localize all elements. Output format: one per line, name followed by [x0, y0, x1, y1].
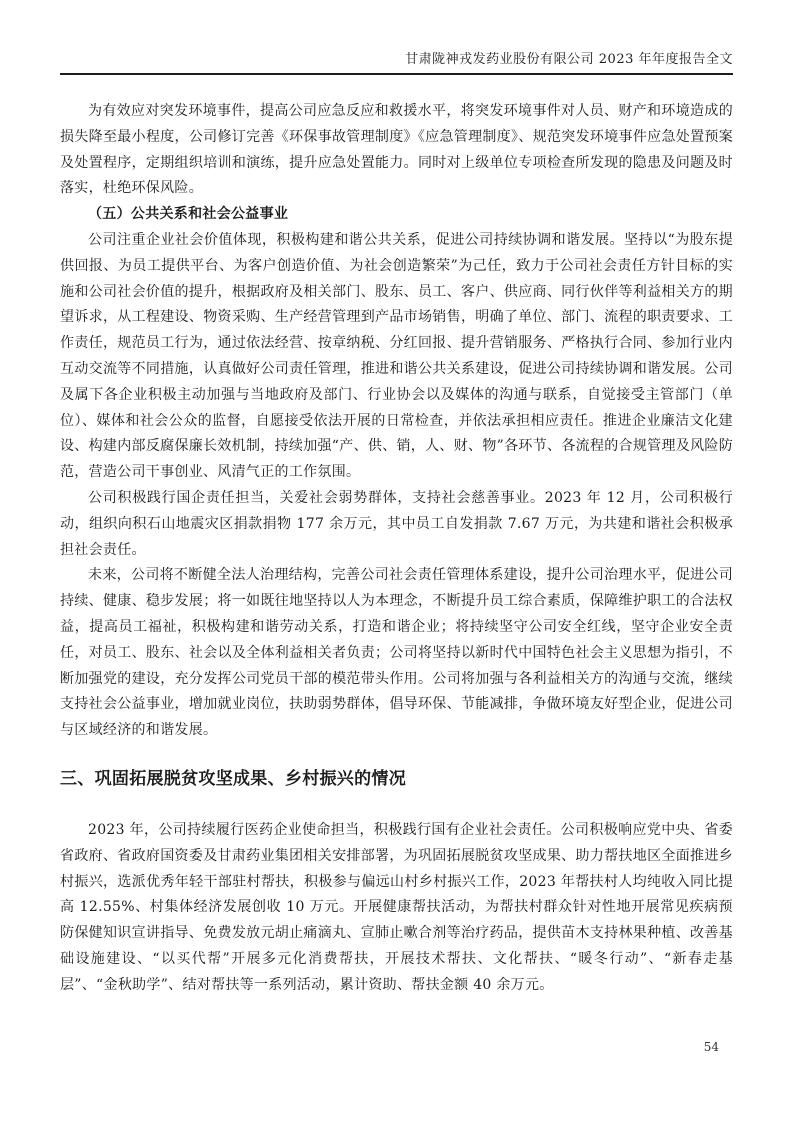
heading-rural-revitalization: 三、巩固拓展脱贫攻坚成果、乡村振兴的情况 — [60, 768, 406, 789]
paragraph-rural-revitalization: 2023 年，公司持续履行医药企业使命担当，积极践行国有企业社会责任。公司积极响应党中央、省委省政府、省政府国资委及甘肃药业集团相关安排部署，为巩固拓展脱贫攻坚成果、助力帮扶地区全面推进乡村振兴，选派优秀年轻干部驻村帮扶，积极参与偏远山村乡村振兴工作，2023 年帮扶村人均纯收入同比提高 12.55%、村集体经济发展创收 10 万元。开展健康帮扶活动，为帮扶村群众针对性地开展常见疾病预防保健知识宣讲指导、免费发放元胡止痛滴丸、宣肺止嗽合剂等治疗药品，提供苗木支持林果种植、改善基础设施建设、“以买代帮”开展多元化消费帮扶，开展技术帮扶、文化帮扶、“暖冬行动”、“新春走基层”、“金秋助学”、结对帮扶等一系列活动，累计资助、帮扶金额 40 余万元。 — [60, 821, 733, 993]
page-number: 54 — [703, 1040, 719, 1054]
paragraph-public-relations: 公司注重企业社会价值体现，积极构建和谐公共关系，促进公司持续协调和谐发展。坚持以“为股东提供回报、为员工提供平台、为客户创造价值、为社会创造繁荣”为己任，致力于公司社会责任方针目标的实施和公司社会价值的提升，根据政府及相关部门、股东、员工、客户、供应商、同行伙伴等利益相关方的期望诉求，从工程建设、物资采购、生产经营管理到产品市场销售，明确了单位、部门、流程的职责要求、工作责任，规范员工行为，通过依法经营、按章纳税、分红回报、提升营销服务、严格执行合同、参加行业内互动交流等不同措施，认真做好公司责任管理，推进和谐公共关系建设，促进公司持续协调和谐发展。公司及属下各企业积极主动加强与当地政府及部门、行业协会以及媒体的沟通与联系，自觉接受主管部门（单位）、媒体和社会公众的监督，自愿接受依法开展的日常检查，并依法承担相应责任。推进企业廉洁文化建设、构建内部反腐保廉长效机制，持续加强“产、供、销，人、财、物”各环节、各流程的合规管理及风险防范，营造公司干事创业、风清气正的工作氛围。 — [60, 231, 733, 481]
paragraph-environmental-emergency: 为有效应对突发环境事件，提高公司应急反应和救援水平，将突发环境事件对人员、财产和环境造成的损失降至最小程度，公司修订完善《环保事故管理制度》《应急管理制度》、规范突发环境事件应急处置预案及处置程序，定期组织培训和演练，提升应急处置能力。同时对上级单位专项检查所发现的隐患及问题及时落实，杜绝环保风险。 — [60, 103, 733, 197]
report-body — [60, 75, 733, 999]
paragraph-charity-donations: 公司积极践行国企责任担当，关爱社会弱势群体，支持社会慈善事业。2023 年 12 月，公司积极行动，组织向积石山地震灾区捐款捐物 177 余万元，其中员工自发捐款 7.67 万元，为共建和谐社会积极承担社会责任。 — [60, 489, 733, 558]
paragraph-future-plans: 未来，公司将不断健全法人治理结构，完善公司社会责任管理体系建设，提升公司治理水平，促进公司持续、健康、稳步发展；将一如既往地坚持以人为本理念，不断提升员工综合素质，保障维护职工的合法权益，提高员工福祉，积极构建和谐劳动关系，打造和谐企业；将持续坚守公司安全红线，坚守企业安全责任，对员工、股东、社会以及全体利益相关者负责；公司将坚持以新时代中国特色社会主义思想为指引，不断加强党的建设，充分发挥公司党员干部的模范带头作用。公司将加强与各利益相关方的沟通与交流，继续支持社会公益事业，增加就业岗位，扶助弱势群体，倡导环保、节能减排，争做环境友好型企业，促进公司与区域经济的和谐发展。 — [60, 567, 733, 739]
heading-public-relations-and-welfare: （五）公共关系和社会公益事业 — [88, 206, 289, 223]
report-header-title: 甘肃陇神戎发药业股份有限公司 2023 年年度报告全文 — [60, 0, 733, 75]
